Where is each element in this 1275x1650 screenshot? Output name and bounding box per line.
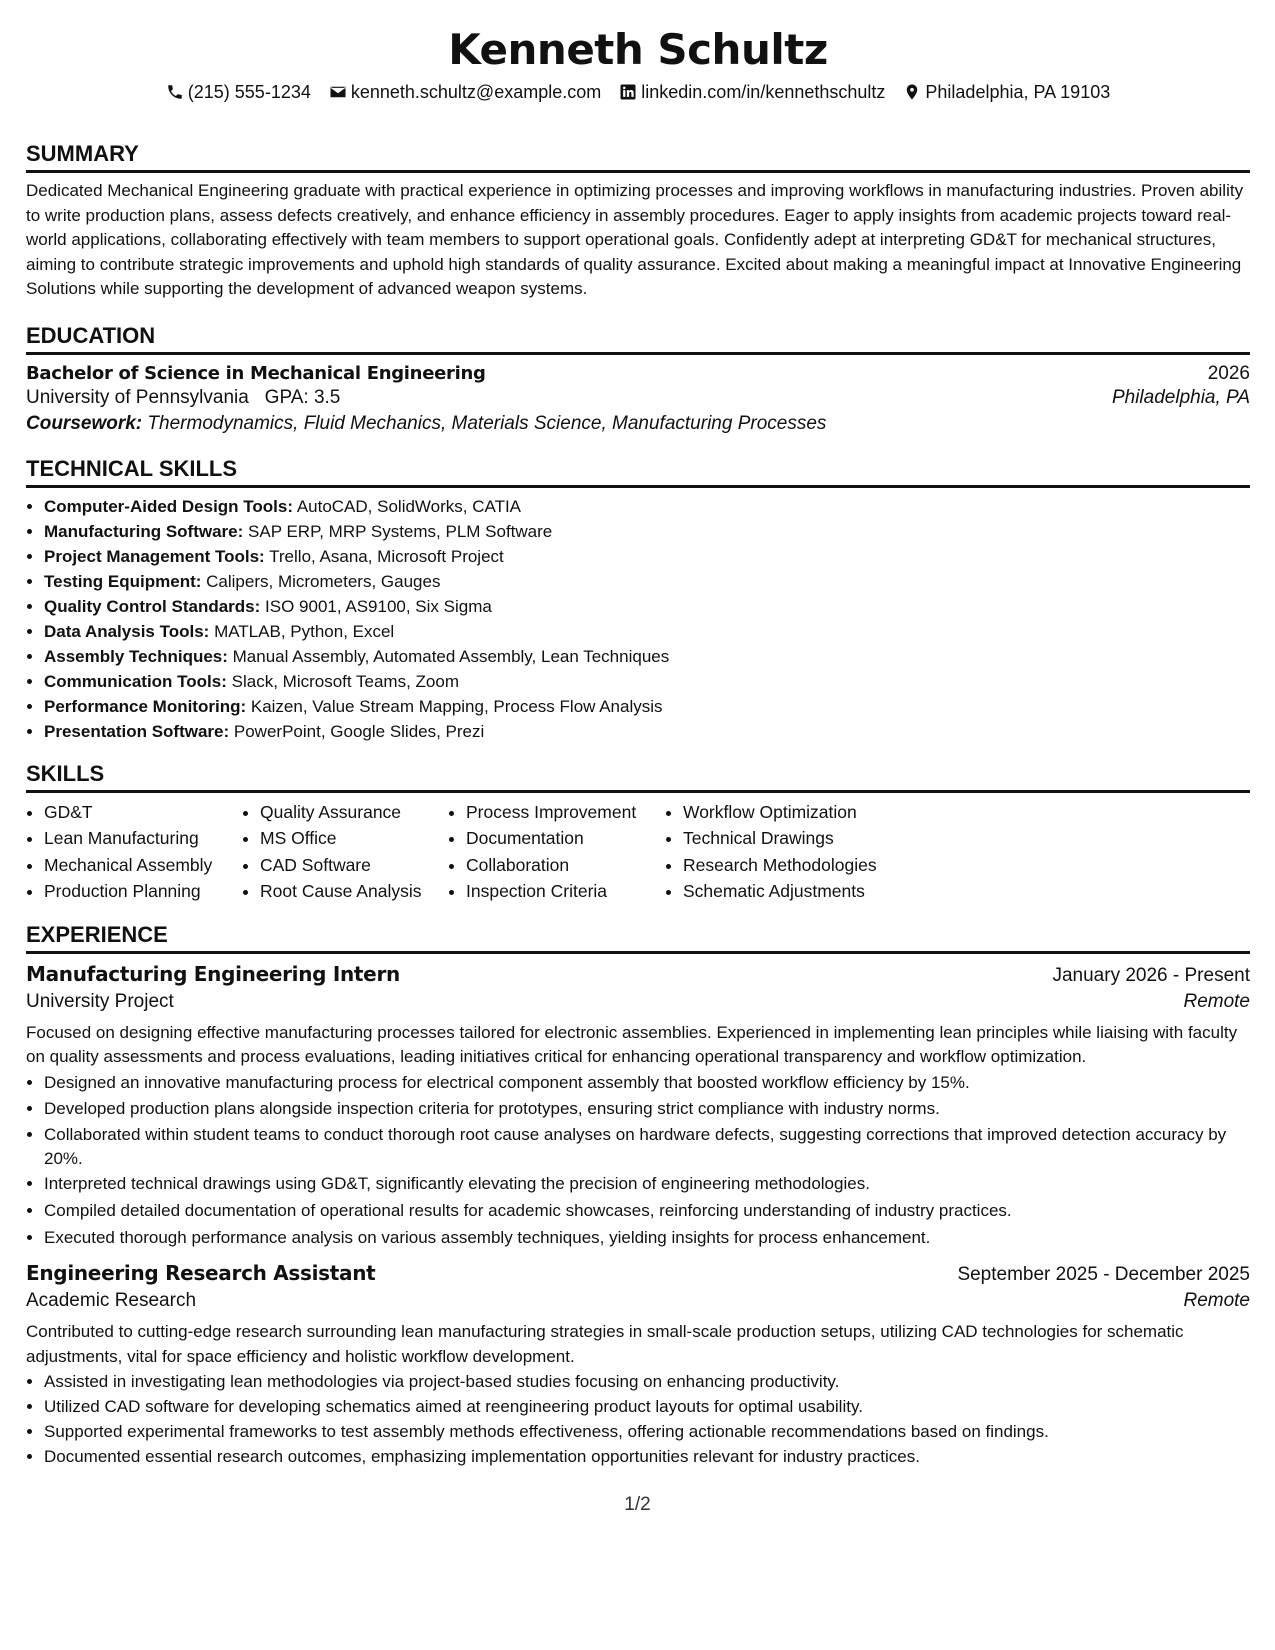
job-entry [26,1261,1250,1469]
coursework-list: Thermodynamics, Fluid Mechanics, Materials Science, Manufacturing Processes [147,412,827,434]
school-location: Philadelphia, PA [1111,386,1250,408]
list-item: • Collaborated within student teams to conduct thorough root cause analyses on hardware defects, suggesting corrections that improved detection accuracy by 20%. [44,1123,1250,1171]
list-item: • CAD Software [260,852,448,879]
contact-email[interactable] [329,78,601,106]
list-item: • Lean Manufacturing [44,825,242,852]
phone-text: (215) 555-1234 [187,82,311,102]
list-item: • Documented essential research outcomes, emphasizing implementation opportunities relevant for industry practices. [44,1444,1250,1469]
skill-category: Manufacturing Software: [44,521,244,541]
list-item: • Designed an innovative manufacturing process for electrical component assembly that boosted workflow efficiency by 15%. [44,1070,1250,1097]
summary-text: Dedicated Mechanical Engineering graduate with practical experience in optimizing processes and improving workflows in manufacturing industries. Proven ability to write production plans, assess defects creatively, and enhance efficiency in assembly procedures. Eager to apply insights from academic projects toward real-world applications, collaborating effectively with team members to support operational goals. Confidently adept at interpreting GD&T for mechanical structures, aiming to contribute strategic improvements and uphold high standards of quality assurance. Excited about making a meaningful impact at Innovative Engineering Solutions while supporting the development of advanced weapon systems. [26,181,1244,298]
skill-category: Project Management Tools: [44,546,265,566]
job-header [26,962,1250,987]
list-item [44,494,1250,519]
list-item [44,719,1250,744]
job-bullets [26,1369,1250,1469]
linkedin-link[interactable]: linkedin.com/in/kennethschultz [641,82,886,102]
skill-values: ISO 9001, AS9100, Six Sigma [265,596,492,616]
list-item: • Production Planning [44,878,242,905]
section-title-technical-skills: TECHNICAL SKILLS [26,455,1250,488]
list-item: • Utilized CAD software for developing schematics aimed at reengineering product layouts for optimal usability. [44,1394,1250,1419]
list-item: • Schematic Adjustments [683,878,895,905]
list-item: • Collaboration [466,852,665,879]
skill-values: Kaizen, Value Stream Mapping, Process Flow Analysis [250,696,663,716]
list-item: • Developed production plans alongside inspection criteria for prototypes, ensuring strict compliance with industry norms. [44,1096,1250,1123]
skill-values: Calipers, Micrometers, Gauges [206,571,441,591]
list-item [44,569,1250,594]
job-title: Engineering Research Assistant [26,1261,376,1286]
job-location: Remote [1183,1290,1250,1312]
section-title-education: EDUCATION [26,322,1250,355]
list-item: • MS Office [260,825,448,852]
job-dates: January 2026 - Present [1052,964,1250,986]
list-item: • Assisted in investigating lean methodologies via project-based studies focusing on enhancing productivity. [44,1369,1250,1394]
school-line [26,387,340,409]
degree: Bachelor of Science in Mechanical Engineering [26,362,486,384]
list-item [44,619,1250,644]
education-section [26,322,1250,435]
list-item: • Process Improvement [466,799,665,826]
job-subheader [26,991,1250,1013]
phone-icon [166,83,184,101]
skill-category: Computer-Aided Design Tools: [44,496,294,516]
resume-page [26,0,1250,1469]
coursework-line [26,413,1250,435]
skill-values: PowerPoint, Google Slides, Prezi [233,721,485,741]
list-item [44,519,1250,544]
list-item: • Documentation [466,825,665,852]
list-item [44,544,1250,569]
list-item: • Inspection Criteria [466,878,665,905]
skills-column [242,799,448,905]
job-subheader [26,1290,1250,1312]
location-text: Philadelphia, PA 19103 [925,82,1111,102]
contact-phone [166,78,311,106]
list-item [44,694,1250,719]
contact-location [903,78,1110,106]
technical-skills-list [26,494,1250,744]
skill-values: Manual Assembly, Automated Assembly, Lean Techniques [232,646,670,666]
skills-column [26,799,242,905]
skill-values: Trello, Asana, Microsoft Project [269,546,504,566]
job-dates: September 2025 - December 2025 [957,1264,1250,1286]
job-summary: Contributed to cutting-edge research surrounding lean manufacturing strategies in small-scale production setups, utilizing CAD technologies for schematic adjustments, vital for space efficiency and holistic workflow development. [26,1322,1184,1366]
section-title-summary: SUMMARY [26,140,1250,173]
list-item [44,669,1250,694]
skill-values: SAP ERP, MRP Systems, PLM Software [248,521,553,541]
skill-category: Assembly Techniques: [44,646,228,666]
list-item: • Executed thorough performance analysis on various assembly techniques, yielding insights for process enhancement. [44,1225,1250,1252]
skill-category: Presentation Software: [44,721,230,741]
list-item: • Technical Drawings [683,825,895,852]
school-name: University of Pennsylvania [26,386,249,408]
skill-category: Testing Equipment: [44,571,202,591]
summary-section [26,140,1250,302]
candidate-name: Kenneth Schultz [448,25,828,74]
list-item: • Supported experimental frameworks to test assembly methods effectiveness, offering actionable recommendations based on findings. [44,1419,1250,1444]
skills-column [665,799,895,905]
section-title-experience: EXPERIENCE [26,921,1250,954]
list-item: • Mechanical Assembly [44,852,242,879]
skill-values: AutoCAD, SolidWorks, CATIA [296,496,522,516]
skills-grid [26,799,1250,905]
list-item: • Research Methodologies [683,852,895,879]
job-location: Remote [1183,990,1250,1012]
job-entry [26,962,1250,1252]
map-pin-icon [903,83,921,101]
contact-bar [26,78,1250,106]
email-link[interactable]: kenneth.schultz@example.com [350,82,602,102]
section-title-skills: SKILLS [26,760,1250,793]
list-item: • Interpreted technical drawings using GD&T, significantly elevating the precision of engineering methodologies. [44,1171,1250,1198]
job-organization: University Project [26,990,174,1012]
experience-section [26,921,1250,1470]
skills-column [448,799,665,905]
technical-skills-section [26,455,1250,744]
gpa: GPA: 3.5 [264,386,341,408]
skill-category: Data Analysis Tools: [44,621,210,641]
skills-section [26,760,1250,905]
skill-category: Quality Control Standards: [44,596,261,616]
list-item [44,644,1250,669]
list-item: • Quality Assurance [260,799,448,826]
contact-linkedin[interactable] [619,78,885,106]
job-header [26,1261,1250,1286]
envelope-icon [329,83,347,101]
job-bullets [26,1070,1250,1252]
skill-values: MATLAB, Python, Excel [214,621,395,641]
linkedin-icon [619,83,637,101]
skill-category: Communication Tools: [44,671,227,691]
list-item: • Workflow Optimization [683,799,895,826]
page-number: 1/2 [624,1494,651,1515]
list-item: • GD&T [44,799,242,826]
graduation-year: 2026 [1207,362,1250,384]
list-item: • Root Cause Analysis [260,878,448,905]
education-row-2 [26,387,1250,409]
job-organization: Academic Research [26,1290,197,1312]
list-item [44,594,1250,619]
list-item: • Compiled detailed documentation of operational results for academic showcases, reinforcing understanding of industry practices. [44,1198,1250,1225]
education-row-1 [26,363,1250,385]
skill-values: Slack, Microsoft Teams, Zoom [231,671,459,691]
job-title: Manufacturing Engineering Intern [26,961,400,986]
skill-category: Performance Monitoring: [44,696,247,716]
coursework-label: Coursework: [26,412,143,434]
job-summary: Focused on designing effective manufacturing processes tailored for electronic assemblies. Experienced in implementing lean principles while liaising with faculty on quality assessments and process evaluations, leading initiatives critical for enhancing operational transparency and workflow optimization. [26,1022,1238,1066]
